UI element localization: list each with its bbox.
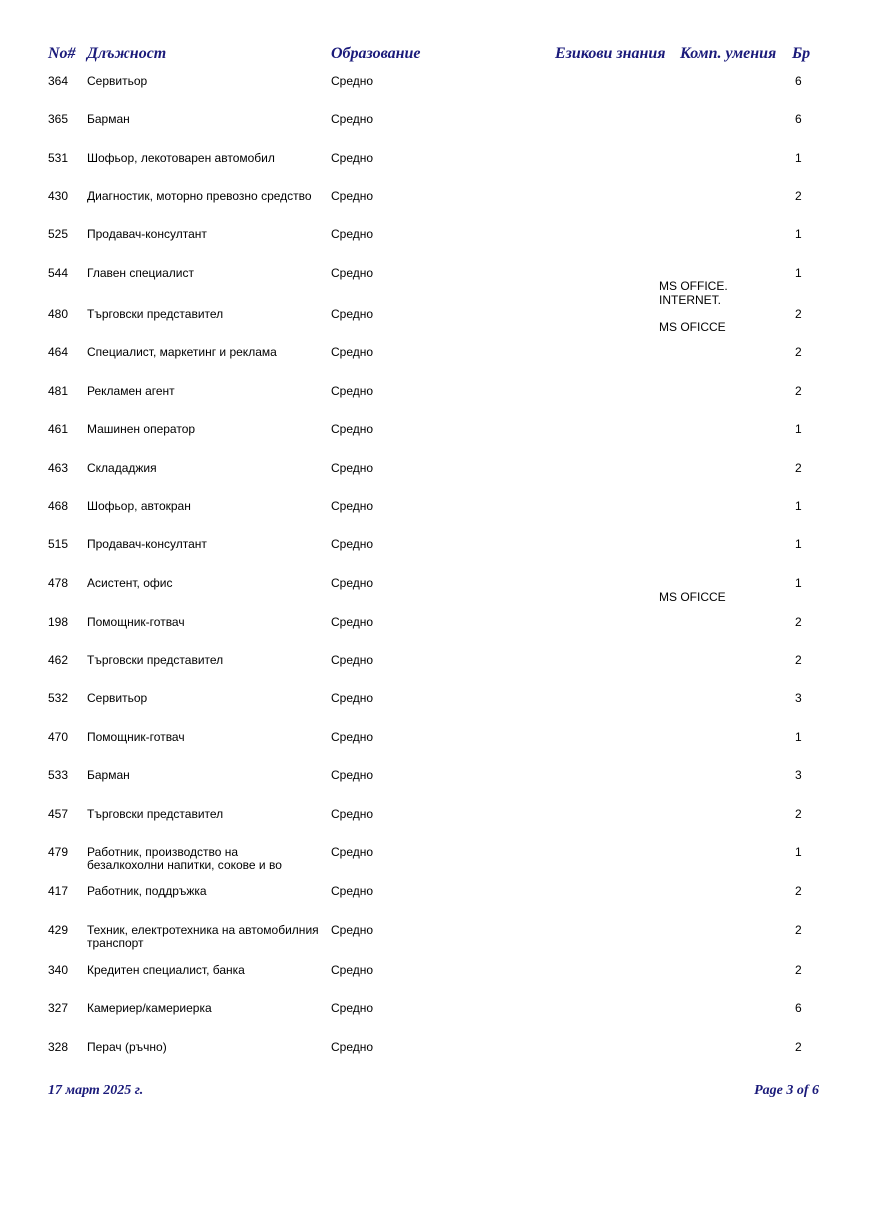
row-position: безалкохолни напитки, сокове и во xyxy=(87,858,282,872)
row-count: 6 xyxy=(795,1001,802,1015)
row-education: Средно xyxy=(331,499,374,513)
row-number: 544 xyxy=(48,266,69,280)
row-count: 1 xyxy=(795,845,802,859)
row-number: 532 xyxy=(48,691,69,705)
row-number: 525 xyxy=(48,227,69,241)
header-no: No# xyxy=(48,45,76,62)
row-position: Сервитьор xyxy=(87,74,148,88)
row-education: Средно xyxy=(331,307,374,321)
row-count: 1 xyxy=(795,266,802,280)
row-education: Средно xyxy=(331,461,374,475)
row-position: Помощник-готвач xyxy=(87,615,185,629)
row-position: Продавач-консултант xyxy=(87,227,207,241)
row-education: Средно xyxy=(331,1040,374,1054)
row-number: 429 xyxy=(48,923,69,937)
row-position: Специалист, маркетинг и реклама xyxy=(87,345,277,359)
row-number: 480 xyxy=(48,307,69,321)
row-count: 2 xyxy=(795,345,802,359)
row-number: 462 xyxy=(48,653,69,667)
header-computer-skills: Комп. умения xyxy=(680,45,777,62)
row-education: Средно xyxy=(331,151,374,165)
row-position: Кредитен специалист, банка xyxy=(87,963,245,977)
row-education: Средно xyxy=(331,345,374,359)
row-education: Средно xyxy=(331,112,374,126)
row-education: Средно xyxy=(331,730,374,744)
header-count: Бр xyxy=(792,45,811,62)
row-position: Барман xyxy=(87,112,130,126)
row-count: 1 xyxy=(795,576,802,590)
row-count: 2 xyxy=(795,615,802,629)
row-count: 1 xyxy=(795,537,802,551)
header-languages: Езикови знания xyxy=(555,45,666,62)
row-education: Средно xyxy=(331,845,374,859)
row-number: 481 xyxy=(48,384,69,398)
row-count: 1 xyxy=(795,730,802,744)
row-position: Помощник-готвач xyxy=(87,730,185,744)
footer-date: 17 март 2025 г. xyxy=(48,1083,144,1098)
row-count: 1 xyxy=(795,499,802,513)
row-count: 3 xyxy=(795,768,802,782)
row-count: 2 xyxy=(795,963,802,977)
row-count: 2 xyxy=(795,384,802,398)
row-education: Средно xyxy=(331,923,374,937)
row-position: Склададжия xyxy=(87,461,157,475)
row-computer-skill: MS OFICCE xyxy=(659,590,726,604)
row-number: 464 xyxy=(48,345,69,359)
header-education: Образование xyxy=(331,45,421,62)
row-count: 2 xyxy=(795,923,802,937)
row-count: 1 xyxy=(795,227,802,241)
row-number: 198 xyxy=(48,615,69,629)
footer-page-number: Page 3 of 6 xyxy=(754,1083,819,1098)
row-education: Средно xyxy=(331,691,374,705)
row-number: 470 xyxy=(48,730,69,744)
row-position: Асистент, офис xyxy=(87,576,173,590)
row-education: Средно xyxy=(331,963,374,977)
row-position: Барман xyxy=(87,768,130,782)
row-position: Камериер/камериерка xyxy=(87,1001,212,1015)
row-count: 1 xyxy=(795,151,802,165)
row-number: 478 xyxy=(48,576,69,590)
row-education: Средно xyxy=(331,422,374,436)
row-count: 2 xyxy=(795,307,802,321)
row-education: Средно xyxy=(331,1001,374,1015)
row-education: Средно xyxy=(331,576,374,590)
row-number: 364 xyxy=(48,74,69,88)
row-position: Машинен оператор xyxy=(87,422,196,436)
row-count: 1 xyxy=(795,422,802,436)
row-education: Средно xyxy=(331,884,374,898)
row-education: Средно xyxy=(331,807,374,821)
row-computer-skill: MS OFFICE. xyxy=(659,279,728,293)
row-education: Средно xyxy=(331,615,374,629)
row-position: Техник, електротехника на автомобилния xyxy=(87,923,319,937)
row-count: 2 xyxy=(795,461,802,475)
row-education: Средно xyxy=(331,537,374,551)
row-position: Шофьор, автокран xyxy=(87,499,191,513)
row-number: 457 xyxy=(48,807,69,821)
row-education: Средно xyxy=(331,653,374,667)
row-number: 340 xyxy=(48,963,69,977)
row-count: 2 xyxy=(795,653,802,667)
row-education: Средно xyxy=(331,189,374,203)
row-education: Средно xyxy=(331,74,374,88)
row-number: 328 xyxy=(48,1040,69,1054)
row-count: 2 xyxy=(795,189,802,203)
row-position: Перач (ръчно) xyxy=(87,1040,167,1054)
row-number: 531 xyxy=(48,151,69,165)
row-position: Търговски представител xyxy=(87,653,224,667)
row-position: Сервитьор xyxy=(87,691,148,705)
row-number: 533 xyxy=(48,768,69,782)
row-education: Средно xyxy=(331,266,374,280)
row-number: 463 xyxy=(48,461,69,475)
header-position: Длъжност xyxy=(87,45,167,62)
row-count: 2 xyxy=(795,807,802,821)
row-position: Търговски представител xyxy=(87,807,224,821)
row-count: 2 xyxy=(795,884,802,898)
row-count: 6 xyxy=(795,74,802,88)
row-count: 2 xyxy=(795,1040,802,1054)
row-count: 6 xyxy=(795,112,802,126)
row-position: Главен специалист xyxy=(87,266,194,280)
row-education: Средно xyxy=(331,768,374,782)
row-number: 417 xyxy=(48,884,69,898)
row-position: транспорт xyxy=(87,936,144,950)
row-number: 430 xyxy=(48,189,69,203)
row-number: 461 xyxy=(48,422,69,436)
row-education: Средно xyxy=(331,384,374,398)
row-position: Търговски представител xyxy=(87,307,224,321)
row-education: Средно xyxy=(331,227,374,241)
row-count: 3 xyxy=(795,691,802,705)
row-position: Продавач-консултант xyxy=(87,537,207,551)
row-number: 515 xyxy=(48,537,69,551)
row-position: Диагностик, моторно превозно средство xyxy=(87,189,312,203)
row-position: Шофьор, лекотоварен автомобил xyxy=(87,151,275,165)
row-number: 365 xyxy=(48,112,69,126)
row-position: Рекламен агент xyxy=(87,384,175,398)
row-number: 468 xyxy=(48,499,69,513)
row-computer-skill: INTERNET. xyxy=(659,293,722,307)
row-computer-skill: MS OFICCE xyxy=(659,320,726,334)
row-position: Работник, производство на xyxy=(87,845,239,859)
row-number: 479 xyxy=(48,845,69,859)
row-number: 327 xyxy=(48,1001,69,1015)
row-position: Работник, поддръжка xyxy=(87,884,207,898)
